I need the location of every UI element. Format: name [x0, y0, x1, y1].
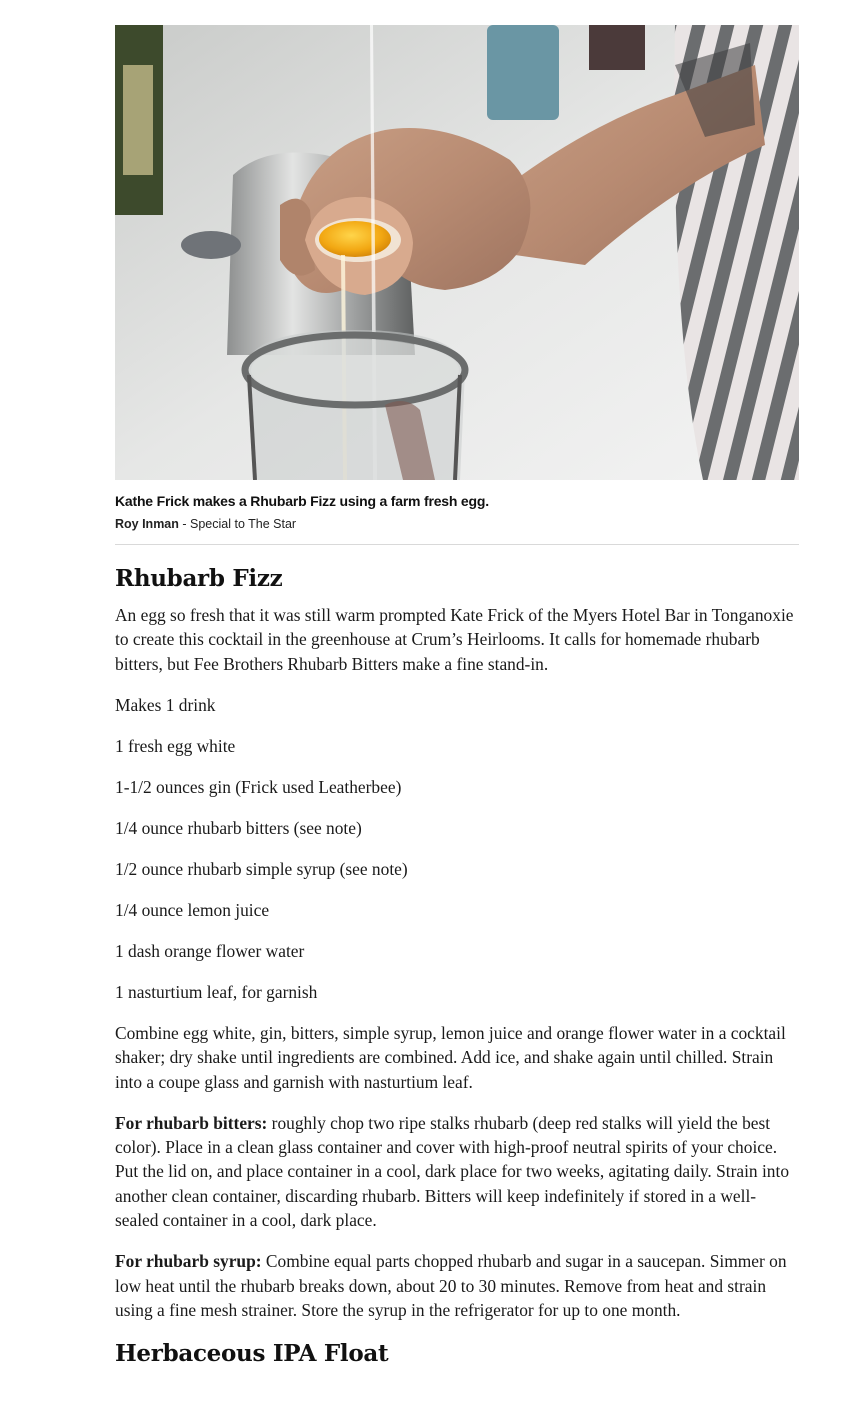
recipe-yield: Makes 1 drink: [115, 694, 216, 715]
photo-caption: Kathe Frick makes a Rhubarb Fizz using a farm fresh egg.: [115, 493, 489, 509]
photographer-name: Roy Inman: [115, 517, 179, 531]
article-body: [115, 25, 799, 1369]
bitters-note: [115, 1111, 799, 1233]
ingredient-item: 1-1/2 ounces gin (Frick used Leatherbee): [115, 776, 402, 797]
syrup-note-label: For rhubarb syrup:: [115, 1251, 262, 1272]
recipe-title: Rhubarb Fizz: [115, 565, 283, 592]
cocktail-photo[interactable]: [115, 25, 799, 480]
recipe-method: Combine egg white, gin, bitters, simple syrup, lemon juice and orange flower water in a cocktail shaker; dry shake until ingredients are combined. Add ice, and shake again until chilled. Strain into a coupe glass and garnish with nasturtium leaf.: [115, 1022, 786, 1092]
photo-credit: [115, 516, 799, 532]
syrup-note: [115, 1249, 799, 1322]
ingredient-item: 1/2 ounce rhubarb simple syrup (see note): [115, 858, 408, 879]
ingredient-item: 1 nasturtium leaf, for garnish: [115, 981, 318, 1002]
next-recipe-title: Herbaceous IPA Float: [115, 1340, 389, 1368]
bitters-note-label: For rhubarb bitters:: [115, 1112, 268, 1133]
section-divider: [115, 544, 799, 545]
ingredient-item: 1/4 ounce rhubarb bitters (see note): [115, 817, 362, 838]
recipe-intro: An egg so fresh that it was still warm prompted Kate Frick of the Myers Hotel Bar in Tonganoxie to create this cocktail in the greenhouse at Crum’s Heirlooms. It calls for homemade rhubarb bitters, but Fee Brothers Rhubarb Bitters make a fine stand-in.: [115, 605, 794, 674]
ingredient-item: 1/4 ounce lemon juice: [115, 899, 270, 920]
ingredient-item: 1 dash orange flower water: [115, 940, 305, 961]
credit-source: - Special to The Star: [178, 517, 297, 531]
bitters-note-text: roughly chop two ripe stalks rhubarb (deep red stalks will yield the best color). Place in a clean glass container and cover with high-proof neutral spirits of your choice. Put the lid on, and place container in a cool, dark place for two weeks, agitating daily. Strain into another clean container, discarding rhubarb. Bitters will keep indefinitely if stored in a well-sealed container in a cool, dark place.: [115, 1112, 790, 1231]
ingredient-item: 1 fresh egg white: [115, 735, 236, 756]
syrup-note-text: Combine equal parts chopped rhubarb and sugar in a saucepan. Simmer on low heat until the rhubarb breaks down, about 20 to 30 minutes. Remove from heat and strain using a fine mesh strainer. Store the syrup in the refrigerator for up to one month.: [115, 1251, 787, 1321]
